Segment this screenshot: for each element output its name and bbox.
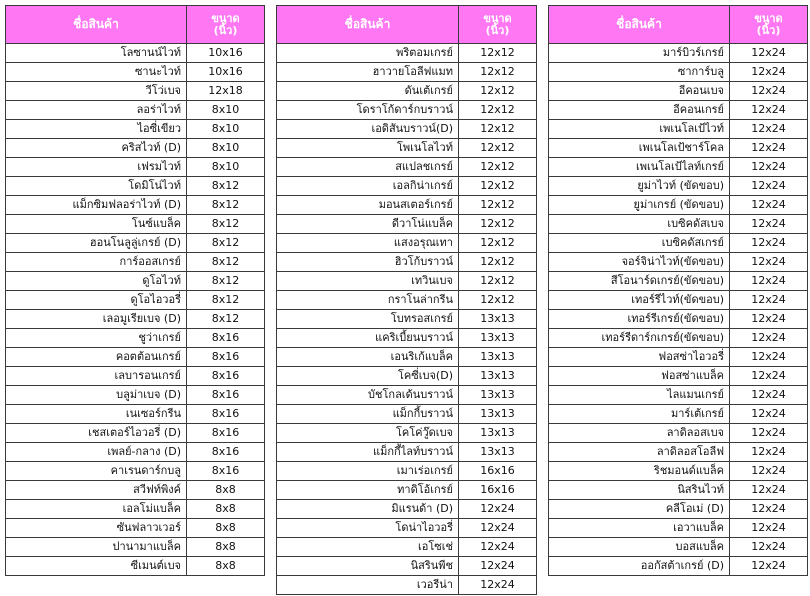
product-name-cell: โบทรอสเกรย์: [277, 310, 459, 329]
product-name-cell: ซานะไวท์: [6, 63, 187, 82]
table-row: [549, 63, 808, 82]
table-row: [6, 196, 265, 215]
product-name-cell: เนเซอร์กรีน: [6, 405, 187, 424]
table-row: [277, 500, 537, 519]
table-row: [6, 367, 265, 386]
product-name-cell: ซันฟลาวเวอร์: [6, 519, 187, 538]
size-cell: 8x12: [187, 196, 265, 215]
table-row: [549, 253, 808, 272]
size-cell: 12x24: [730, 329, 808, 348]
size-cell: 12x24: [459, 538, 537, 557]
product-name-cell: ปานามาแบล็ค: [6, 538, 187, 557]
size-header-unit: (นิ้ว): [756, 23, 781, 37]
table-row: [6, 310, 265, 329]
product-name-cell: โดน่าไอวอรี่: [277, 519, 459, 538]
product-name-cell: อีคอนเกรย์: [549, 101, 730, 120]
table-row: [277, 291, 537, 310]
size-cell: 8x10: [187, 158, 265, 177]
table-row: [6, 462, 265, 481]
table-row: [277, 82, 537, 101]
product-name-cell: ลาดิลอสโอลีฟ: [549, 443, 730, 462]
product-name-cell: พริตอมเกรย์: [277, 44, 459, 63]
table-row: [6, 101, 265, 120]
table-row: [6, 329, 265, 348]
table-row: [6, 139, 265, 158]
size-cell: 8x12: [187, 291, 265, 310]
table-row: [6, 82, 265, 101]
product-name-cell: ดันเต้เกรย์: [277, 82, 459, 101]
size-cell: 12x24: [730, 538, 808, 557]
product-name-cell: วีโว่เบจ: [6, 82, 187, 101]
product-name-cell: มิแรนด้า (D): [277, 500, 459, 519]
table-row: [6, 63, 265, 82]
size-cell: 13x13: [459, 348, 537, 367]
table-row: [6, 272, 265, 291]
size-cell: 8x16: [187, 462, 265, 481]
size-cell: 12x12: [459, 272, 537, 291]
product-name-cell: ออกัสต้าเกรย์ (D): [549, 557, 730, 576]
table-row: [277, 272, 537, 291]
product-name-cell: นิสรินไวท์: [549, 481, 730, 500]
table-header-row: [6, 6, 265, 44]
size-cell: 12x24: [730, 272, 808, 291]
product-name-cell: มอนสเตอร์เกรย์: [277, 196, 459, 215]
product-name-cell: คาเรนดาร์กบลู: [6, 462, 187, 481]
table-row: [277, 177, 537, 196]
product-name-cell: สแปลชเกรย์: [277, 158, 459, 177]
size-cell: 12x12: [459, 63, 537, 82]
table-row: [6, 253, 265, 272]
size-cell: 10x16: [187, 44, 265, 63]
product-name-cell: ดูโอไวท์: [6, 272, 187, 291]
size-cell: 12x18: [187, 82, 265, 101]
product-name-cell: ลอร่าไวท์: [6, 101, 187, 120]
product-name-cell: โลซานน์ไวท์: [6, 44, 187, 63]
product-name-cell: สวีฟท์พิงค์: [6, 481, 187, 500]
product-name-cell: ยูม่าไวท์ (ขัดขอบ): [549, 177, 730, 196]
size-cell: 12x24: [730, 519, 808, 538]
table-row: [549, 310, 808, 329]
size-cell: 8x12: [187, 310, 265, 329]
product-name-cell: เพเนโลเป้ไลท์เกรย์: [549, 158, 730, 177]
table-row: [549, 215, 808, 234]
size-cell: 12x12: [459, 291, 537, 310]
table-row: [549, 481, 808, 500]
product-name-cell: อีคอนเบจ: [549, 82, 730, 101]
table-row: [277, 348, 537, 367]
product-name-cell: ซาการ์บลู: [549, 63, 730, 82]
size-cell: 8x16: [187, 443, 265, 462]
table-row: [549, 538, 808, 557]
product-name-cell: ฟอสซ่าไอวอรี่: [549, 348, 730, 367]
size-cell: 8x10: [187, 101, 265, 120]
product-name-cell: ยูม่าเกรย์ (ขัดขอบ): [549, 196, 730, 215]
size-cell: 8x16: [187, 348, 265, 367]
table-row: [549, 386, 808, 405]
product-name-cell: เลอมูเรียเบจ (D): [6, 310, 187, 329]
size-cell: 13x13: [459, 443, 537, 462]
size-cell: 12x12: [459, 196, 537, 215]
product-name-header: ชื่อสินค้า: [6, 6, 187, 44]
size-cell: 12x12: [459, 158, 537, 177]
table-row: [277, 329, 537, 348]
size-cell: 8x8: [187, 538, 265, 557]
table-row: [277, 158, 537, 177]
size-cell: 12x24: [730, 443, 808, 462]
product-name-cell: เอโซเช่: [277, 538, 459, 557]
product-name-cell: โคซี่เบจ(D): [277, 367, 459, 386]
size-cell: 8x12: [187, 272, 265, 291]
product-name-cell: นิสรินพีช: [277, 557, 459, 576]
size-cell: 8x16: [187, 424, 265, 443]
size-header: [187, 6, 265, 44]
table-row: [277, 215, 537, 234]
product-name-header: ชื่อสินค้า: [277, 6, 459, 44]
size-cell: 12x24: [730, 44, 808, 63]
product-name-cell: ไอซี่เขียว: [6, 120, 187, 139]
product-name-cell: กราโนล่ากรีน: [277, 291, 459, 310]
table-row: [6, 443, 265, 462]
product-name-header: ชื่อสินค้า: [549, 6, 730, 44]
product-name-cell: ดูโอไอวอรี่: [6, 291, 187, 310]
table-row: [549, 272, 808, 291]
table-row: [549, 443, 808, 462]
size-cell: 8x8: [187, 519, 265, 538]
table-row: [277, 386, 537, 405]
size-cell: 8x8: [187, 557, 265, 576]
size-cell: 8x8: [187, 500, 265, 519]
table-row: [277, 101, 537, 120]
size-cell: 8x16: [187, 386, 265, 405]
size-cell: 12x24: [730, 348, 808, 367]
table-row: [549, 348, 808, 367]
size-cell: 12x12: [459, 120, 537, 139]
product-name-cell: เวอรีน่า: [277, 576, 459, 595]
table-row: [6, 348, 265, 367]
product-name-cell: เพลย์-กลาง (D): [6, 443, 187, 462]
size-cell: 12x12: [459, 215, 537, 234]
size-cell: 12x24: [730, 139, 808, 158]
product-name-cell: แม็กซิมฟลอร่าไวท์ (D): [6, 196, 187, 215]
table-row: [6, 291, 265, 310]
product-name-cell: คริสไวท์ (D): [6, 139, 187, 158]
product-name-cell: ฮิวโก้บราวน์: [277, 253, 459, 272]
product-name-cell: คอตต้อนเกรย์: [6, 348, 187, 367]
table-row: [277, 519, 537, 538]
table-row: [549, 367, 808, 386]
table-row: [549, 101, 808, 120]
size-cell: 12x24: [730, 253, 808, 272]
product-name-cell: เอลโม่แบล็ค: [6, 500, 187, 519]
size-cell: 10x16: [187, 63, 265, 82]
size-cell: 8x10: [187, 139, 265, 158]
table-row: [6, 234, 265, 253]
product-name-cell: เทอร์รีเกรย์(ขัดขอบ): [549, 310, 730, 329]
table-row: [549, 158, 808, 177]
product-name-cell: มาร์บิวร์เกรย์: [549, 44, 730, 63]
size-cell: 16x16: [459, 462, 537, 481]
table-row: [277, 310, 537, 329]
size-cell: 8x8: [187, 481, 265, 500]
product-name-cell: โดมิโน่ไวท์: [6, 177, 187, 196]
table-row: [6, 386, 265, 405]
size-cell: 12x24: [730, 101, 808, 120]
table-row: [6, 481, 265, 500]
size-cell: 12x24: [459, 519, 537, 538]
size-cell: 12x24: [730, 158, 808, 177]
size-cell: 12x24: [730, 367, 808, 386]
table-row: [277, 196, 537, 215]
size-cell: 13x13: [459, 424, 537, 443]
table-row: [277, 253, 537, 272]
size-cell: 16x16: [459, 481, 537, 500]
size-header-unit: (นิ้ว): [485, 23, 510, 37]
product-name-cell: เพเนโลเป้ไวท์: [549, 120, 730, 139]
product-name-cell: แคริเบี้ยนบราวน์: [277, 329, 459, 348]
table-row: [549, 120, 808, 139]
size-cell: 12x12: [459, 101, 537, 120]
size-cell: 12x24: [730, 500, 808, 519]
table-row: [549, 500, 808, 519]
table-row: [277, 120, 537, 139]
size-cell: 8x12: [187, 215, 265, 234]
size-cell: 12x24: [730, 82, 808, 101]
size-cell: 12x24: [730, 424, 808, 443]
product-name-cell: แม็กกี้ไลท์บราวน์: [277, 443, 459, 462]
product-name-cell: ฟอสซ่าแบล็ค: [549, 367, 730, 386]
product-name-cell: ชูว่าเกรย์: [6, 329, 187, 348]
table-row: [6, 158, 265, 177]
size-cell: 12x12: [459, 44, 537, 63]
size-cell: 12x24: [730, 177, 808, 196]
size-cell: 8x12: [187, 253, 265, 272]
product-name-cell: โคโค่วู๊ดเบจ: [277, 424, 459, 443]
product-name-cell: เอลกิน่าเกรย์: [277, 177, 459, 196]
size-cell: 12x24: [730, 405, 808, 424]
table-row: [6, 557, 265, 576]
product-name-cell: ดีวาโน่แบล็ค: [277, 215, 459, 234]
size-cell: 12x12: [459, 234, 537, 253]
table-row: [549, 177, 808, 196]
table-row: [549, 234, 808, 253]
size-cell: 12x24: [730, 63, 808, 82]
size-cell: 8x16: [187, 367, 265, 386]
size-header: [459, 6, 537, 44]
product-name-cell: เบซิคดัสเบจ: [549, 215, 730, 234]
size-cell: 8x12: [187, 177, 265, 196]
size-cell: 12x24: [730, 234, 808, 253]
product-name-cell: ทาดิโอ้เกรย์: [277, 481, 459, 500]
table-row: [6, 405, 265, 424]
product-name-cell: เอดิสันบราวน์(D): [277, 120, 459, 139]
size-cell: 12x24: [459, 557, 537, 576]
size-cell: 12x24: [459, 500, 537, 519]
table-row: [549, 44, 808, 63]
table-row: [277, 424, 537, 443]
table-row: [549, 424, 808, 443]
table-row: [6, 519, 265, 538]
size-cell: 12x12: [459, 177, 537, 196]
table-row: [277, 538, 537, 557]
product-name-cell: แสงอรุณเทา: [277, 234, 459, 253]
product-name-cell: เบซิคดัสเกรย์: [549, 234, 730, 253]
table-row: [277, 234, 537, 253]
table-row: [6, 177, 265, 196]
product-name-cell: โพเนโลไวท์: [277, 139, 459, 158]
product-name-cell: เทวินเบจ: [277, 272, 459, 291]
table-header-row: [277, 6, 537, 44]
table-row: [277, 557, 537, 576]
table-row: [277, 462, 537, 481]
table-row: [549, 329, 808, 348]
product-table-3: [548, 5, 808, 576]
table-row: [549, 139, 808, 158]
table-row: [6, 424, 265, 443]
product-name-cell: เอนริเก้แบล็ค: [277, 348, 459, 367]
product-table-1: [5, 5, 265, 576]
size-cell: 8x10: [187, 120, 265, 139]
product-name-cell: เลบารอนเกรย์: [6, 367, 187, 386]
size-cell: 8x12: [187, 234, 265, 253]
size-cell: 12x24: [730, 291, 808, 310]
size-cell: 13x13: [459, 329, 537, 348]
table-row: [277, 443, 537, 462]
product-name-cell: การ์ออสเกรย์: [6, 253, 187, 272]
size-cell: 12x24: [730, 386, 808, 405]
product-name-cell: บอสแบล็ค: [549, 538, 730, 557]
table-row: [6, 44, 265, 63]
product-name-cell: โนซ์แบล็ค: [6, 215, 187, 234]
size-cell: 12x12: [459, 139, 537, 158]
table-row: [6, 500, 265, 519]
table-row: [277, 367, 537, 386]
table-row: [549, 82, 808, 101]
size-cell: 8x16: [187, 405, 265, 424]
product-name-cell: ริชมอนด์แบล็ค: [549, 462, 730, 481]
product-name-cell: เฟรมไวท์: [6, 158, 187, 177]
size-cell: 13x13: [459, 386, 537, 405]
product-name-cell: ซีเมนต์เบจ: [6, 557, 187, 576]
table-row: [6, 120, 265, 139]
size-cell: 8x16: [187, 329, 265, 348]
table-row: [549, 196, 808, 215]
product-name-cell: สีโอนาร์ดเกรย์(ขัดขอบ): [549, 272, 730, 291]
product-name-cell: เทอร์รีไวท์(ขัดขอบ): [549, 291, 730, 310]
product-name-cell: ไลแมนเกรย์: [549, 386, 730, 405]
size-header: [730, 6, 808, 44]
size-cell: 13x13: [459, 405, 537, 424]
size-cell: 12x24: [730, 557, 808, 576]
size-cell: 12x12: [459, 82, 537, 101]
size-cell: 12x24: [730, 310, 808, 329]
product-name-cell: เอวาแบล็ค: [549, 519, 730, 538]
product-name-cell: เทอร์รีดาร์กเกรย์(ขัดขอบ): [549, 329, 730, 348]
table-row: [549, 462, 808, 481]
size-cell: 12x12: [459, 253, 537, 272]
table-row: [6, 215, 265, 234]
table-row: [277, 139, 537, 158]
product-table-2: [276, 5, 537, 595]
table-row: [549, 557, 808, 576]
size-cell: 12x24: [459, 576, 537, 595]
size-header-unit: (นิ้ว): [213, 23, 238, 37]
product-name-cell: ฮาวายโอลีฟแมท: [277, 63, 459, 82]
product-name-cell: ฮอนโนลูลู่เกรย์ (D): [6, 234, 187, 253]
size-header-label: ขนาด: [211, 11, 240, 25]
product-name-cell: จอร์จิน่าไวท์(ขัดขอบ): [549, 253, 730, 272]
size-cell: 13x13: [459, 367, 537, 386]
size-cell: 12x24: [730, 196, 808, 215]
table-header-row: [549, 6, 808, 44]
product-name-cell: แม็กกี้บราวน์: [277, 405, 459, 424]
table-row: [277, 44, 537, 63]
table-row: [277, 576, 537, 595]
size-cell: 12x24: [730, 120, 808, 139]
table-row: [277, 405, 537, 424]
size-cell: 13x13: [459, 310, 537, 329]
size-cell: 12x24: [730, 215, 808, 234]
product-name-cell: มาร์เต้เกรย์: [549, 405, 730, 424]
product-name-cell: บัชโกลเด้นบราวน์: [277, 386, 459, 405]
table-row: [277, 63, 537, 82]
product-name-cell: โดราโก้ดาร์กบราวน์: [277, 101, 459, 120]
product-name-cell: เชสเตอร์ไอวอรี่ (D): [6, 424, 187, 443]
product-name-cell: คลีโอเม่ (D): [549, 500, 730, 519]
size-header-label: ขนาด: [483, 11, 512, 25]
product-name-cell: บลูม่าเบจ (D): [6, 386, 187, 405]
product-name-cell: เมาเร่อเกรย์: [277, 462, 459, 481]
table-row: [549, 519, 808, 538]
table-row: [549, 405, 808, 424]
size-cell: 12x24: [730, 481, 808, 500]
table-row: [549, 291, 808, 310]
size-cell: 12x24: [730, 462, 808, 481]
table-row: [277, 481, 537, 500]
product-name-cell: เพเนโลเป้ชาร์โคล: [549, 139, 730, 158]
product-name-cell: ลาดิลอสเบจ: [549, 424, 730, 443]
table-row: [6, 538, 265, 557]
size-header-label: ขนาด: [754, 11, 783, 25]
